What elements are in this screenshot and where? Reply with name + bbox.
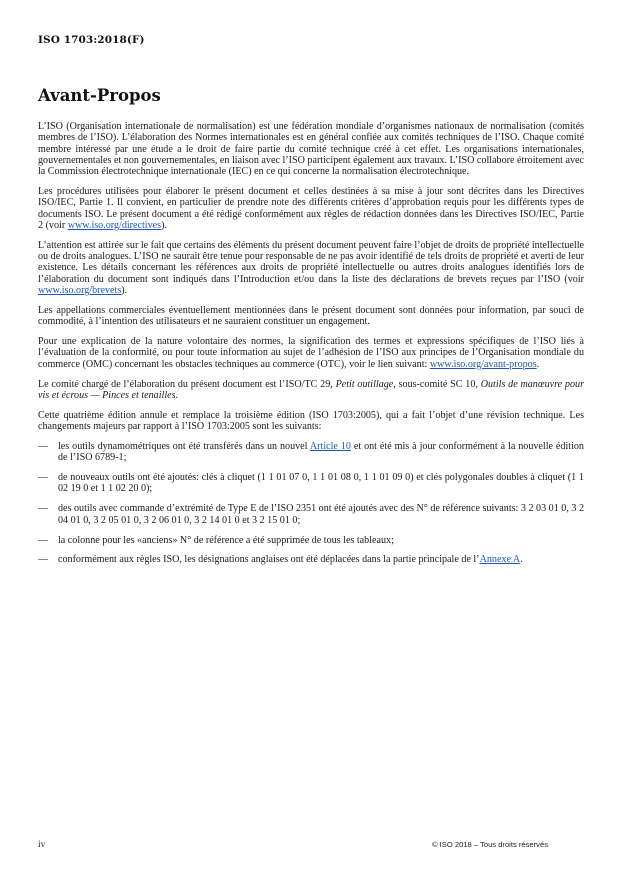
paragraph-patents (38, 240, 584, 296)
list-item-text: des outils avec commande d’extrémité de Type E de l’ISO 2351 ont été ajoutés avec des N° de référence suivants: 3 2 03 01 0, 3 2 04 01 0, 3 2 05 01 0, 3 2 06 01 0, 3 2 14 01 0 et 3 2 15 01 0; (58, 503, 584, 526)
list-item (38, 554, 584, 565)
paragraph-text: . (536, 358, 540, 370)
link-annexe-a[interactable]: Annexe A (479, 554, 521, 566)
paragraph-text: , sous-comité SC 10, (393, 378, 481, 390)
dash-bullet: — (38, 503, 49, 515)
list-item-text: les outils dynamométriques ont été transférés dans un nouvel (58, 440, 310, 452)
paragraph-text: Le comité chargé de l’élaboration du présent document est l’ISO/TC 29, (38, 378, 336, 390)
list-item-text: conformément aux règles ISO, les désignations anglaises ont été déplacées dans la partie principale de l’ (58, 554, 480, 566)
list-item (38, 503, 584, 526)
list-item-text: et ont été mis à jour conformément à la nouvelle édition de l’ISO 6789-1; (58, 440, 584, 464)
link-article-10[interactable]: Article 10 (309, 440, 351, 452)
link-brevets[interactable]: www.iso.org/brevets (38, 285, 122, 297)
paragraph-text: Pour une explication de la nature volontaire des normes, la signification des termes et expressions spécifiques de l’ISO liés à l’évaluation de la conformité, ou pour toute information au sujet de l’adhésion de l’ISO aux principes de l’Organisation mondiale du commerce (OMC) concernant les obstacles techniques au commerce (OTC), voir le lien suivant: (38, 336, 584, 370)
paragraph-voluntary-nature (38, 336, 584, 370)
section-title: Avant-Propos (38, 86, 161, 105)
subcommittee-title: Outils de manœuvre pour vis et écrous — Pinces et tenailles (38, 378, 585, 401)
paragraph-iso-intro: L’ISO (Organisation internationale de normalisation) est une fédération mondiale d’organismes nationaux de normalisation (comités membres de l’ISO). L’élaboration des Normes internationales est en général confiée aux comités techniques de l’ISO. Chaque comité membre intéressé par une étude a le droit de faire partie du comité technique créé à cet effet. Les organisations internationales, gouvernementales et non gouvernementales, en liaison avec l’ISO participent également aux travaux. L’ISO collabore étroitement avec la Commission électrotechnique internationale (IEC) en ce qui concerne la normalisation électrotechnique. (38, 121, 584, 178)
paragraph-text: . (175, 389, 179, 401)
changes-list (38, 441, 584, 566)
page-number: iv (38, 840, 46, 850)
link-directives[interactable]: www.iso.org/directives (67, 219, 162, 231)
dash-bullet: — (38, 554, 49, 566)
document-id-header: ISO 1703:2018(F) (38, 34, 145, 46)
list-item-text: de nouveaux outils ont été ajoutés: clés à cliquet (1 1 01 07 0, 1 1 01 08 0, 1 1 01 09 0) et clés polygonales doubles à cliquet (1 1 02 19 0 et 1 1 02 20 0); (58, 472, 584, 495)
paragraph-procedures (38, 186, 584, 231)
foreword-body (38, 121, 584, 574)
dash-bullet: — (38, 440, 49, 452)
list-item (38, 472, 584, 495)
paragraph-committee (38, 379, 584, 402)
list-item (38, 535, 584, 546)
copyright-notice: © ISO 2018 – Tous droits réservés (431, 840, 548, 849)
list-item (38, 441, 584, 464)
committee-title: Petit outillage (335, 378, 394, 390)
paragraph-edition: Cette quatrième édition annule et remplace la troisième édition (ISO 1703:2005), qui a fait l’objet d’une révision technique. Les changements majeurs par rapport à l’ISO 1703:2005 sont les suivants: (38, 409, 584, 433)
list-item-text: la colonne pour les «anciens» N° de référence a été supprimée de tous les tableaux; (58, 534, 394, 546)
paragraph-text: ). (121, 285, 128, 297)
dash-bullet: — (38, 534, 49, 546)
dash-bullet: — (38, 472, 49, 484)
link-avant-propos[interactable]: www.iso.org/avant-propos (429, 358, 537, 370)
list-item-text: . (520, 554, 523, 566)
paragraph-trade-names: Les appellations commerciales éventuellement mentionnées dans le présent document sont données pour information, par souci de commodité, à l’intention des utilisateurs et ne sauraient constituer un engagement. (38, 304, 584, 328)
paragraph-text: ). (161, 219, 167, 231)
paragraph-text: Les procédures utilisées pour élaborer le présent document et celles destinées à sa mise à jour sont décrites dans les Directives ISO/IEC, Partie 1. Il convient, en particulier de prendre note des différents critères d’approbation requis pour les différents types de documents ISO. Le présent document a été rédigé conformément aux règles de rédaction données dans les Directives ISO/IEC, Partie 2 (voir (38, 186, 584, 231)
paragraph-text: L’attention est attirée sur le fait que certains des éléments du présent document peuvent faire l’objet de droits de propriété intellectuelle ou de droits analogues. L’ISO ne saurait être tenue pour responsable de ne pas avoir identifié de tels droits de propriété et averti de leur existence. Les détails concernant les références aux droits de propriété intellectuelle ou autres droits analogues identifiés lors de l’élaboration du document sont indiqués dans l’Introduction et/ou dans la liste des déclarations de brevets reçues par l’ISO (voir (38, 239, 584, 285)
